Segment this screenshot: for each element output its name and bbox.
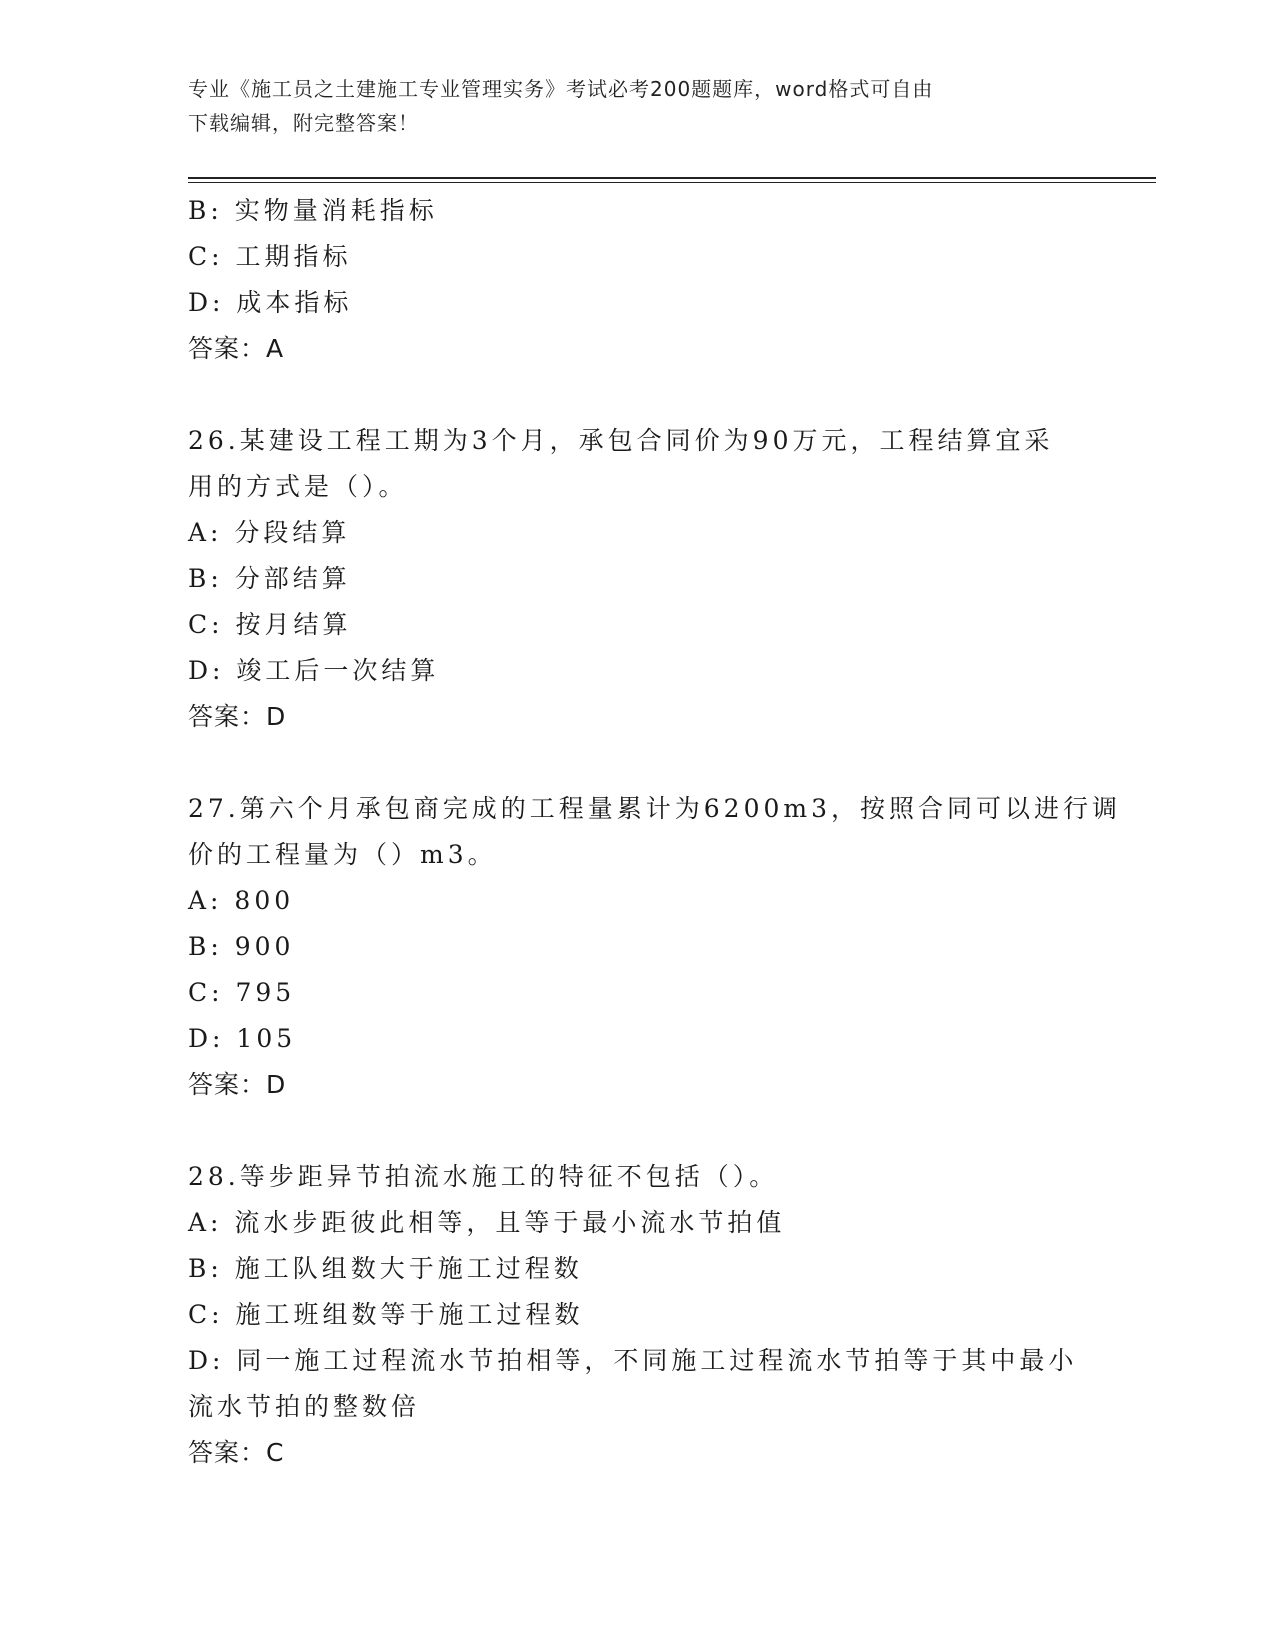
option-line: D: 成本指标: [188, 288, 353, 317]
question-block-28: [188, 1154, 1088, 1476]
answer-line: 答案：D: [188, 702, 287, 731]
header-line-2: 下载编辑，附完整答案！: [188, 111, 419, 135]
question-text: 用的方式是（）。: [188, 472, 408, 501]
answer-line: 答案：D: [188, 1070, 287, 1099]
question-block-27: [188, 786, 1121, 1108]
question-content: [188, 188, 1121, 1476]
question-text: 27.第六个月承包商完成的工程量累计为6200m3，按照合同可以进行调: [188, 794, 1121, 823]
option-line: D: 同一施工过程流水节拍相等，不同施工过程流水节拍等于其中最小: [188, 1346, 1078, 1375]
option-line: D: 竣工后一次结算: [188, 656, 440, 685]
option-line: D: 105: [188, 1024, 297, 1053]
option-line: C: 795: [188, 978, 296, 1007]
option-line: B: 900: [188, 932, 295, 961]
option-line: B: 实物量消耗指标: [188, 196, 438, 225]
option-line: C: 施工班组数等于施工过程数: [188, 1300, 584, 1329]
option-line: B: 施工队组数大于施工过程数: [188, 1254, 583, 1283]
answer-line: 答案：A: [188, 334, 285, 363]
question-block-26: [188, 418, 1088, 740]
header-divider-thick: [188, 177, 1156, 179]
header-divider-thin: [188, 182, 1156, 183]
option-line: A: 流水步距彼此相等，且等于最小流水节拍值: [188, 1208, 786, 1237]
question-text: 26.某建设工程工期为3个月，承包合同价为90万元，工程结算宜采: [188, 426, 1054, 455]
question-text: 价的工程量为（）m3。: [188, 840, 497, 869]
option-line: C: 按月结算: [188, 610, 352, 639]
question-block-25: [188, 188, 1088, 372]
option-line: A: 800: [188, 886, 295, 915]
option-line: B: 分部结算: [188, 564, 351, 593]
page-header: [188, 72, 1088, 140]
answer-line: 答案：C: [188, 1438, 285, 1467]
option-line: A: 分段结算: [188, 518, 351, 547]
question-text: 28.等步距异节拍流水施工的特征不包括（）。: [188, 1162, 779, 1191]
option-line: 流水节拍的整数倍: [188, 1392, 421, 1421]
option-line: C: 工期指标: [188, 242, 352, 271]
header-line-1: 专业《施工员之土建施工专业管理实务》考试必考200题题库，word格式可自由: [188, 77, 934, 101]
